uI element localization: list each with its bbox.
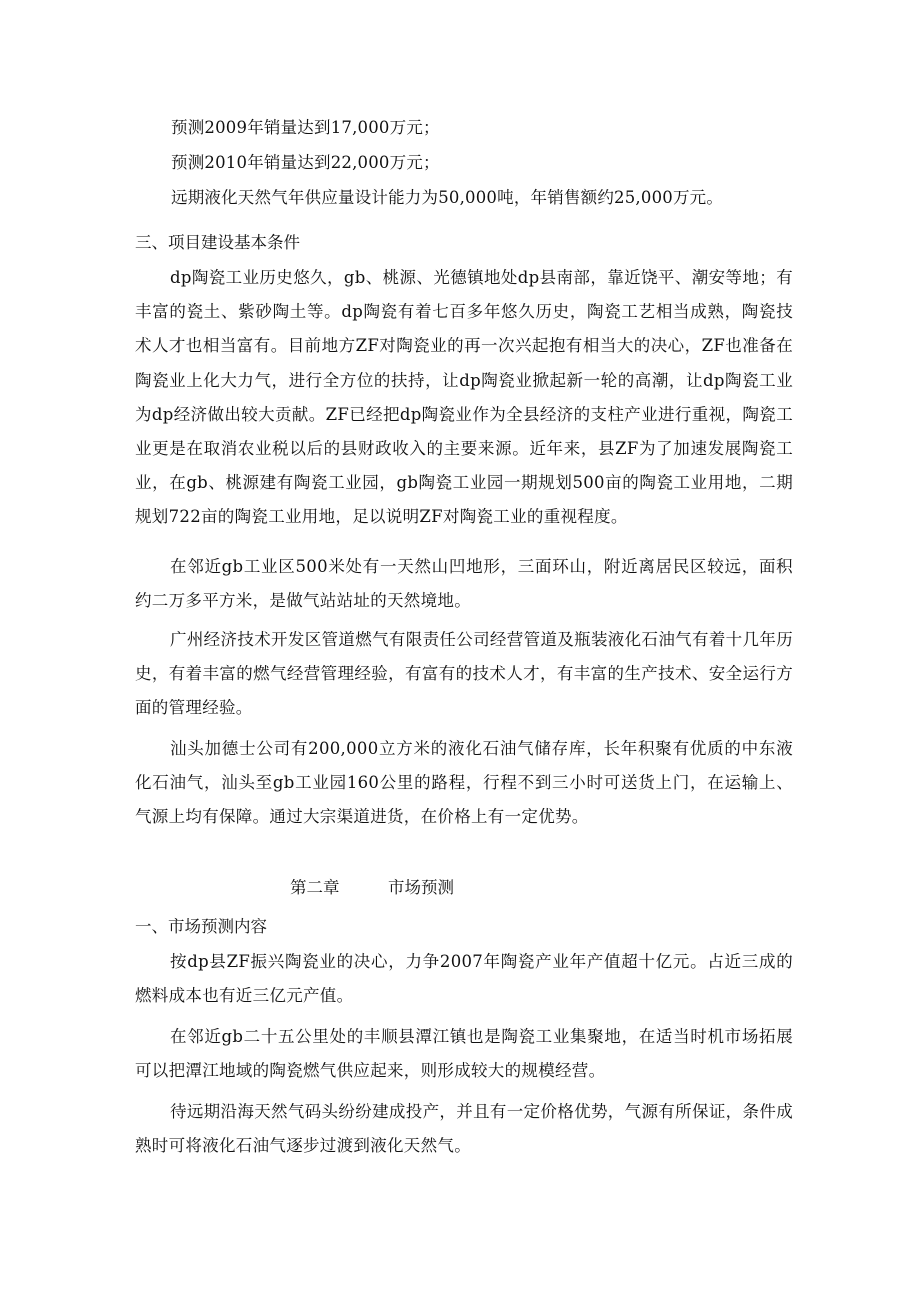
chapter-number: 第二章 bbox=[290, 878, 340, 897]
section-1-heading: 一、市场预测内容 bbox=[135, 917, 267, 936]
chapter-title: 市场预测 bbox=[388, 878, 454, 897]
section-1-paragraph: 待远期沿海天然气码头纷纷建成投产，并且有一定价格优势，气源有所保证，条件成熟时可将液化石油气逐步过渡到液化天然气。 bbox=[135, 1102, 793, 1156]
section-3-paragraph: 汕头加德士公司有200,000立方米的液化石油气储存库，长年积聚有优质的中东液化石油气，汕头至gb工业园160公里的路程，行程不到三小时可送货上门，在运输上、气源上均有保障。通过大宗渠道进货，在价格上有一定优势。 bbox=[135, 739, 793, 827]
section-1-paragraph: 按dp县ZF振兴陶瓷业的决心，力争2007年陶瓷产业年产值超十亿元。占近三成的燃料成本也有近三亿元产值。 bbox=[135, 952, 793, 1006]
section-3-paragraph: 在邻近gb工业区500米处有一天然山凹地形，三面环山，附近离居民区较远，面积约二万多平方米，是做气站站址的天然境地。 bbox=[135, 557, 793, 611]
section-3-paragraph: dp陶瓷工业历史悠久，gb、桃源、光德镇地处dp县南部，靠近饶平、潮安等地；有丰富的瓷土、紫砂陶土等。dp陶瓷有着七百多年悠久历史，陶瓷工艺相当成熟，陶瓷技术人才也相当富有。目前地方ZF对陶瓷业的再一次兴起抱有相当大的决心，ZF也准备在陶瓷业上化大力气，进行全方位的扶持，让dp陶瓷业掀起新一轮的高潮，让dp陶瓷工业为dp经济做出较大贡献。ZF已经把dp陶瓷业作为全县经济的支柱产业进行重视，陶瓷工业更是在取消农业税以后的县财政收入的主要来源。近年来，县ZF为了加速发展陶瓷工业，在gb、桃源建有陶瓷工业园，gb陶瓷工业园一期规划500亩的陶瓷工业用地，二期规划722亩的陶瓷工业用地，足以说明ZF对陶瓷工业的重视程度。 bbox=[135, 268, 793, 527]
long-term-supply-line: 远期液化天然气年供应量设计能力为50,000吨，年销售额约25,000万元。 bbox=[171, 188, 724, 207]
section-3-heading: 三、项目建设基本条件 bbox=[135, 233, 300, 252]
forecast-2010-line: 预测2010年销量达到22,000万元； bbox=[171, 153, 440, 172]
section-1-paragraph: 在邻近gb二十五公里处的丰顺县潭江镇也是陶瓷工业集聚地，在适当时机市场拓展可以把潭江地域的陶瓷燃气供应起来，则形成较大的规模经营。 bbox=[135, 1027, 793, 1081]
forecast-2009-line: 预测2009年销量达到17,000万元； bbox=[171, 118, 440, 137]
section-3-paragraph: 广州经济技术开发区管道燃气有限责任公司经营管道及瓶装液化石油气有着十几年历史，有着丰富的燃气经营管理经验，有富有的技术人才，有丰富的生产技术、安全运行方面的管理经验。 bbox=[135, 630, 793, 718]
